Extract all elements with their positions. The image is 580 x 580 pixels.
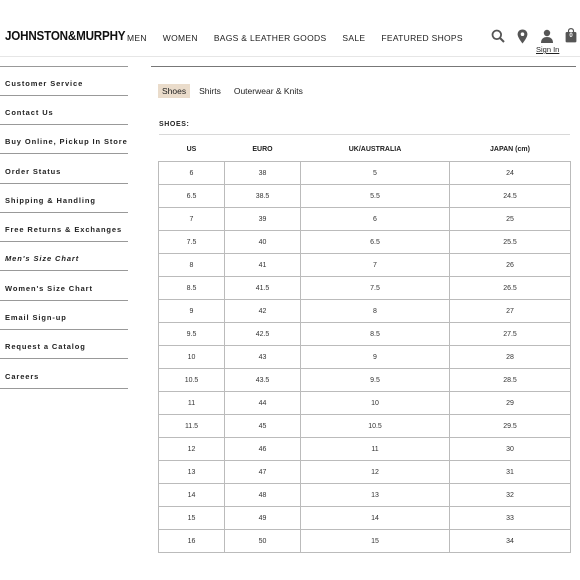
nav-sale[interactable]: SALE (342, 33, 366, 43)
table-cell: 45 (225, 415, 301, 438)
table-cell: 9.5 (159, 323, 225, 346)
sidebar-item-label: Buy Online, Pickup In Store (5, 137, 128, 146)
table-cell: 38.5 (225, 185, 301, 208)
sidebar-item-label: Free Returns & Exchanges (5, 225, 123, 234)
table-cell: 33 (450, 507, 571, 530)
table-row (159, 507, 571, 530)
table-cell: 7 (301, 254, 450, 277)
tab-outerwear-knits[interactable]: Outerwear & Knits (233, 86, 303, 96)
table-row (159, 254, 571, 277)
table-cell: 43.5 (225, 369, 301, 392)
table-cell: 11.5 (159, 415, 225, 438)
table-row (159, 415, 571, 438)
table-row (159, 323, 571, 346)
table-cell: 27.5 (450, 323, 571, 346)
sidebar-item-order-status[interactable] (0, 155, 128, 184)
table-cell: 32 (450, 484, 571, 507)
table-row (159, 231, 571, 254)
table-cell: 26.5 (450, 277, 571, 300)
sidebar-item-label: Women's Size Chart (5, 284, 93, 293)
tab-shirts[interactable]: Shirts (199, 86, 221, 96)
table-cell: 44 (225, 392, 301, 415)
table-row (159, 208, 571, 231)
brand-logo[interactable]: JOHNSTON&MURPHY (5, 29, 126, 43)
column-header-uk-australia: UK/AUSTRALIA (301, 137, 450, 162)
table-cell: 46 (225, 438, 301, 461)
breadcrumb-divider (151, 66, 576, 67)
table-cell: 12 (159, 438, 225, 461)
size-chart-tabs (158, 84, 312, 98)
tab-shoes[interactable]: Shoes (158, 84, 190, 98)
sidebar-item-label: Men's Size Chart (5, 254, 80, 263)
table-cell: 16 (159, 530, 225, 553)
table-cell: 9.5 (301, 369, 450, 392)
sidebar-item-customer-service[interactable] (0, 67, 128, 96)
table-cell: 7.5 (301, 277, 450, 300)
sidebar-item-womens-size-chart[interactable] (0, 272, 128, 301)
table-body (159, 162, 571, 553)
table-cell: 28.5 (450, 369, 571, 392)
table-cell: 31 (450, 461, 571, 484)
table-cell: 6.5 (159, 185, 225, 208)
column-header-us: US (159, 137, 225, 162)
site-header (0, 0, 580, 57)
table-cell: 10.5 (301, 415, 450, 438)
main-nav (127, 33, 479, 43)
table-cell: 24.5 (450, 185, 571, 208)
table-cell: 7 (159, 208, 225, 231)
table-cell: 5.5 (301, 185, 450, 208)
nav-men[interactable]: MEN (127, 33, 147, 43)
sidebar-item-contact-us[interactable] (0, 96, 128, 125)
table-cell: 42.5 (225, 323, 301, 346)
table-cell: 14 (301, 507, 450, 530)
table-row (159, 300, 571, 323)
sidebar-item-label: Customer Service (5, 79, 84, 88)
column-header-japan: JAPAN (cm) (450, 137, 571, 162)
table-cell: 24 (450, 162, 571, 185)
table-row (159, 185, 571, 208)
table-cell: 6 (301, 208, 450, 231)
table-cell: 8 (301, 300, 450, 323)
table-cell: 6.5 (301, 231, 450, 254)
nav-featured-shops[interactable]: FEATURED SHOPS (381, 33, 463, 43)
sidebar-item-label: Email Sign-up (5, 313, 67, 322)
table-cell: 34 (450, 530, 571, 553)
section-title: SHOES: (159, 121, 190, 128)
table-row (159, 346, 571, 369)
table-cell: 40 (225, 231, 301, 254)
sidebar-item-request-catalog[interactable] (0, 330, 128, 359)
bag-count-badge: 0 (569, 33, 573, 39)
table-cell: 38 (225, 162, 301, 185)
table-cell: 41 (225, 254, 301, 277)
search-icon[interactable] (491, 29, 505, 48)
table-cell: 10 (301, 392, 450, 415)
table-cell: 7.5 (159, 231, 225, 254)
table-row (159, 277, 571, 300)
section-divider (159, 134, 570, 135)
table-cell: 41.5 (225, 277, 301, 300)
table-row (159, 530, 571, 553)
table-cell: 6 (159, 162, 225, 185)
table-cell: 15 (301, 530, 450, 553)
table-cell: 8.5 (159, 277, 225, 300)
sidebar-item-label: Request a Catalog (5, 342, 86, 351)
table-cell: 8 (159, 254, 225, 277)
table-cell: 28 (450, 346, 571, 369)
table-cell: 49 (225, 507, 301, 530)
sidebar-item-label: Shipping & Handling (5, 196, 96, 205)
table-cell: 11 (301, 438, 450, 461)
column-header-euro: EURO (225, 137, 301, 162)
sidebar-item-mens-size-chart[interactable] (0, 242, 128, 271)
table-cell: 11 (159, 392, 225, 415)
shoe-size-table (158, 137, 571, 553)
table-cell: 5 (301, 162, 450, 185)
table-row (159, 162, 571, 185)
sidebar-item-email-signup[interactable] (0, 301, 128, 330)
table-cell: 13 (159, 461, 225, 484)
table-cell: 27 (450, 300, 571, 323)
table-row (159, 461, 571, 484)
sidebar-item-free-returns[interactable] (0, 213, 128, 242)
table-cell: 43 (225, 346, 301, 369)
table-cell: 10.5 (159, 369, 225, 392)
location-pin-icon[interactable] (517, 29, 528, 49)
sign-in-link[interactable]: Sign In (536, 45, 560, 54)
sidebar-item-label: Order Status (5, 167, 62, 176)
table-cell: 9 (159, 300, 225, 323)
table-row (159, 484, 571, 507)
table-cell: 30 (450, 438, 571, 461)
table-cell: 42 (225, 300, 301, 323)
table-cell: 25 (450, 208, 571, 231)
table-header-row (159, 137, 571, 162)
table-cell: 15 (159, 507, 225, 530)
table-cell: 12 (301, 461, 450, 484)
table-cell: 29 (450, 392, 571, 415)
sidebar-item-buy-online-pickup[interactable] (0, 125, 128, 154)
nav-women[interactable]: WOMEN (162, 33, 198, 43)
table-cell: 13 (301, 484, 450, 507)
table-row (159, 392, 571, 415)
table-cell: 48 (225, 484, 301, 507)
table-cell: 47 (225, 461, 301, 484)
table-cell: 25.5 (450, 231, 571, 254)
table-cell: 39 (225, 208, 301, 231)
table-cell: 50 (225, 530, 301, 553)
table-cell: 14 (159, 484, 225, 507)
table-row (159, 438, 571, 461)
sidebar-item-label: Contact Us (5, 108, 54, 117)
sidebar-item-label: Careers (5, 372, 40, 381)
table-cell: 9 (301, 346, 450, 369)
table-cell: 8.5 (301, 323, 450, 346)
table-cell: 26 (450, 254, 571, 277)
sidebar-item-careers[interactable] (0, 360, 128, 389)
table-cell: 10 (159, 346, 225, 369)
sidebar-item-shipping-handling[interactable] (0, 184, 128, 213)
table-row (159, 369, 571, 392)
nav-bags-leather-goods[interactable]: BAGS & LEATHER GOODS (213, 33, 327, 43)
sidebar-top-divider (0, 56, 128, 67)
table-cell: 29.5 (450, 415, 571, 438)
